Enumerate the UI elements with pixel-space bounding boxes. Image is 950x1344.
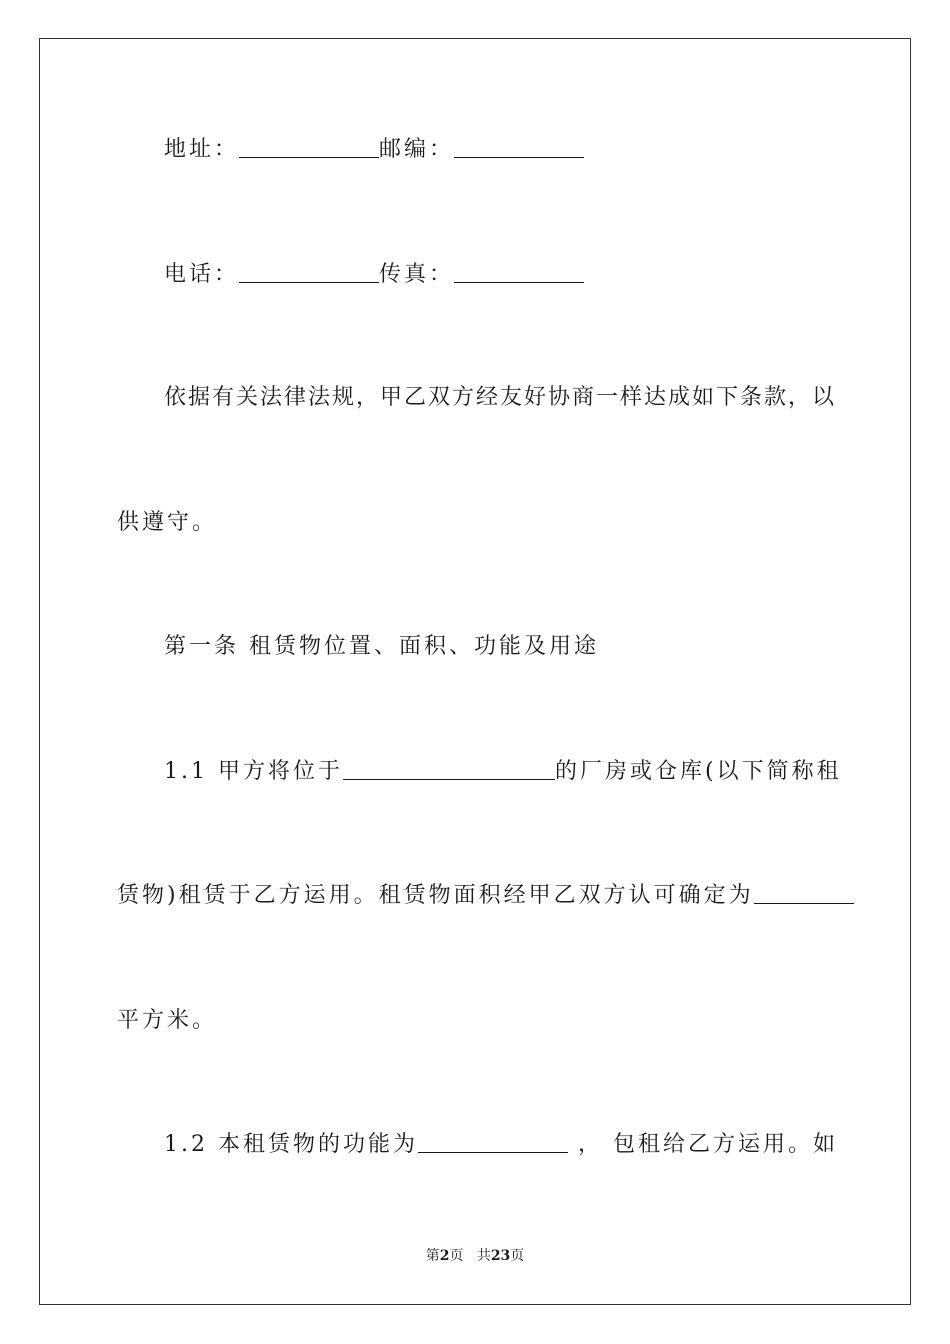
footer-page-suffix: 页 xyxy=(449,1248,464,1264)
footer-total-prefix: 共 xyxy=(476,1248,491,1264)
clause-1-2-line-1 xyxy=(164,1130,838,1160)
phone-label: 电话： xyxy=(164,262,240,287)
footer-total-suffix: 页 xyxy=(510,1248,525,1264)
page-border xyxy=(39,38,911,1305)
phone-line xyxy=(164,260,834,290)
clause-1-2-text-b: ， 包租给乙方运用。如 xyxy=(577,1132,838,1157)
postcode-blank[interactable] xyxy=(454,137,584,158)
footer-page-number: 2 xyxy=(439,1248,450,1264)
footer-total-pages: 23 xyxy=(490,1248,511,1264)
clause-1-1-text-a: 1.1 甲方将位于 xyxy=(164,759,343,784)
postcode-label: 邮编： xyxy=(379,137,455,162)
function-blank[interactable] xyxy=(418,1132,568,1153)
clause-1-1-line-1 xyxy=(164,757,842,787)
location-blank[interactable] xyxy=(343,759,555,780)
fax-label: 传真： xyxy=(379,262,455,287)
footer-page-prefix: 第 xyxy=(425,1248,440,1264)
intro-paragraph-line-1: 依据有关法律法规，甲乙双方经友好协商一样达成如下条款，以 xyxy=(164,385,834,410)
address-blank[interactable] xyxy=(239,137,379,158)
intro-paragraph-line-2: 供遵守。 xyxy=(117,510,218,535)
clause-1-1-line-2 xyxy=(117,881,833,911)
clause-1-1-text-b: 的厂房或仓库(以下简称租 xyxy=(554,759,842,784)
phone-blank[interactable] xyxy=(239,262,379,283)
clause-1-2-text-a: 1.2 本租赁物的功能为 xyxy=(164,1132,418,1157)
page-footer xyxy=(0,1247,950,1265)
clause-1-1-text-c: 赁物)租赁于乙方运用。租赁物面积经甲乙双方认可确定为 xyxy=(117,883,754,908)
address-label: 地址： xyxy=(164,137,240,162)
clause-1-1-line-3: 平方米。 xyxy=(117,1008,218,1033)
article-1-title: 第一条 租赁物位置、面积、功能及用途 xyxy=(164,634,599,659)
area-blank[interactable] xyxy=(754,883,854,904)
address-line xyxy=(164,135,834,165)
fax-blank[interactable] xyxy=(454,262,584,283)
